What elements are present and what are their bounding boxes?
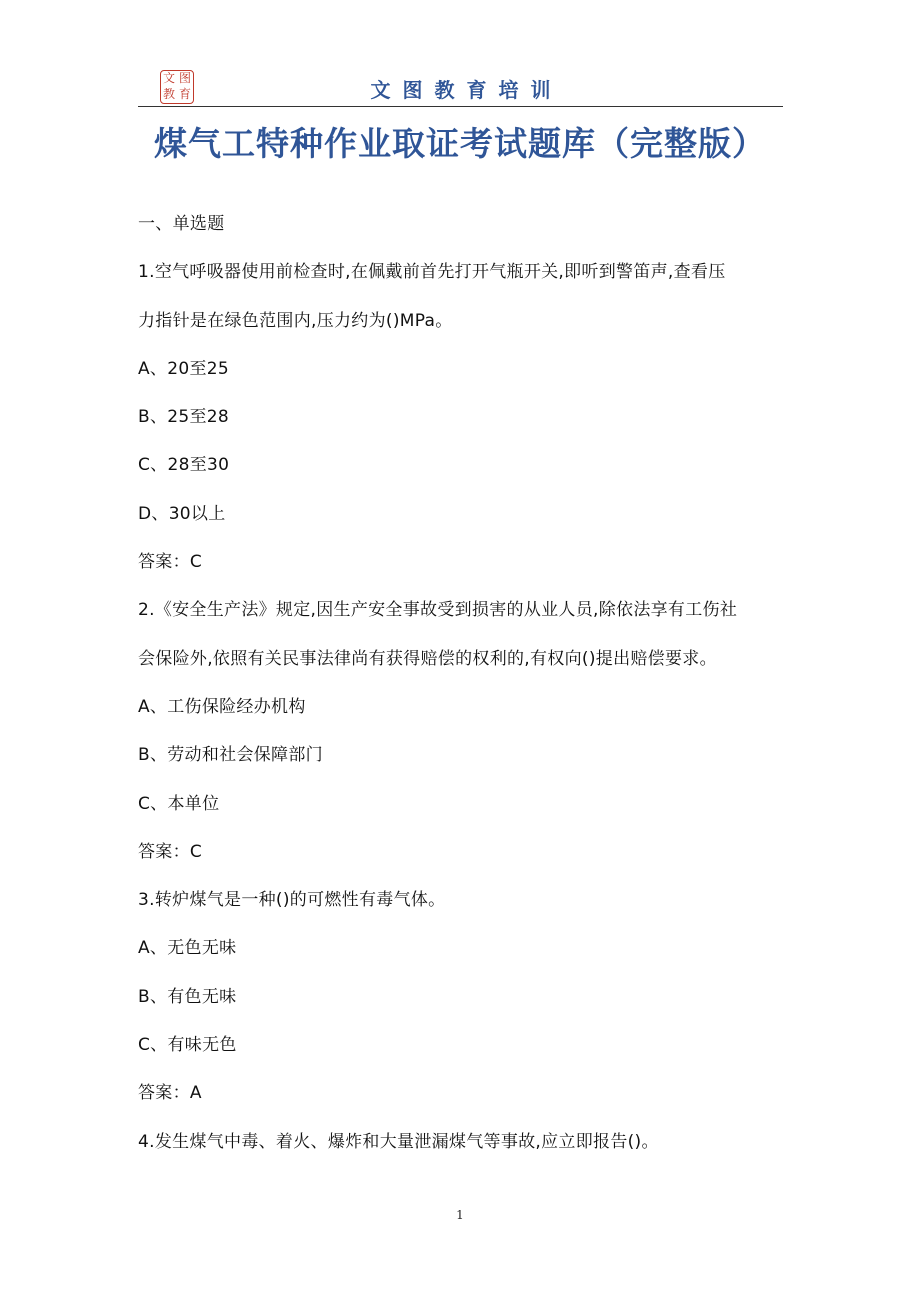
logo-char: 文: [162, 71, 175, 85]
answer-option: A、无色无味: [138, 938, 237, 959]
header-brand-text: 文图教育培训: [370, 78, 563, 102]
page-header: [138, 66, 783, 106]
answer-key: 答案：C: [138, 841, 203, 862]
question-text: 1.空气呼吸器使用前检查时,在佩戴前首先打开气瓶开关,即听到警笛声,查看压: [138, 262, 726, 283]
answer-key: 答案：A: [138, 1083, 202, 1104]
answer-option: C、28至30: [138, 455, 230, 476]
answer-option: A、工伤保险经办机构: [138, 696, 306, 717]
page-number: 1: [456, 1208, 464, 1222]
document-body: [138, 206, 788, 1172]
logo-char: 教: [162, 87, 175, 101]
section-heading: 一、单选题: [138, 214, 225, 234]
answer-option: B、劳动和社会保障部门: [138, 745, 323, 766]
question-text: 会保险外,依照有关民事法律尚有获得赔偿的权利的,有权向()提出赔偿要求。: [138, 648, 717, 669]
answer-option: B、有色无味: [138, 986, 237, 1007]
question-text: 3.转炉煤气是一种()的可燃性有毒气体。: [138, 890, 446, 911]
answer-option: B、25至28: [138, 407, 230, 428]
question-text: 4.发生煤气中毒、着火、爆炸和大量泄漏煤气等事故,应立即报告()。: [138, 1131, 659, 1152]
answer-option: C、本单位: [138, 793, 220, 814]
question-text: 2.《安全生产法》规定,因生产安全事故受到损害的从业人员,除依法享有工伤社: [138, 600, 738, 621]
answer-option: D、30以上: [138, 503, 226, 524]
answer-key: 答案：C: [138, 552, 203, 573]
question-text: 力指针是在绿色范围内,压力约为()MPa。: [138, 310, 453, 331]
header-divider: [138, 106, 783, 107]
logo-char: 育: [178, 87, 191, 101]
logo-char: 图: [178, 71, 191, 85]
answer-option: C、有味无色: [138, 1035, 237, 1056]
answer-option: A、20至25: [138, 358, 229, 379]
document-title: 煤气工特种作业取证考试题库（完整版）: [154, 124, 766, 163]
